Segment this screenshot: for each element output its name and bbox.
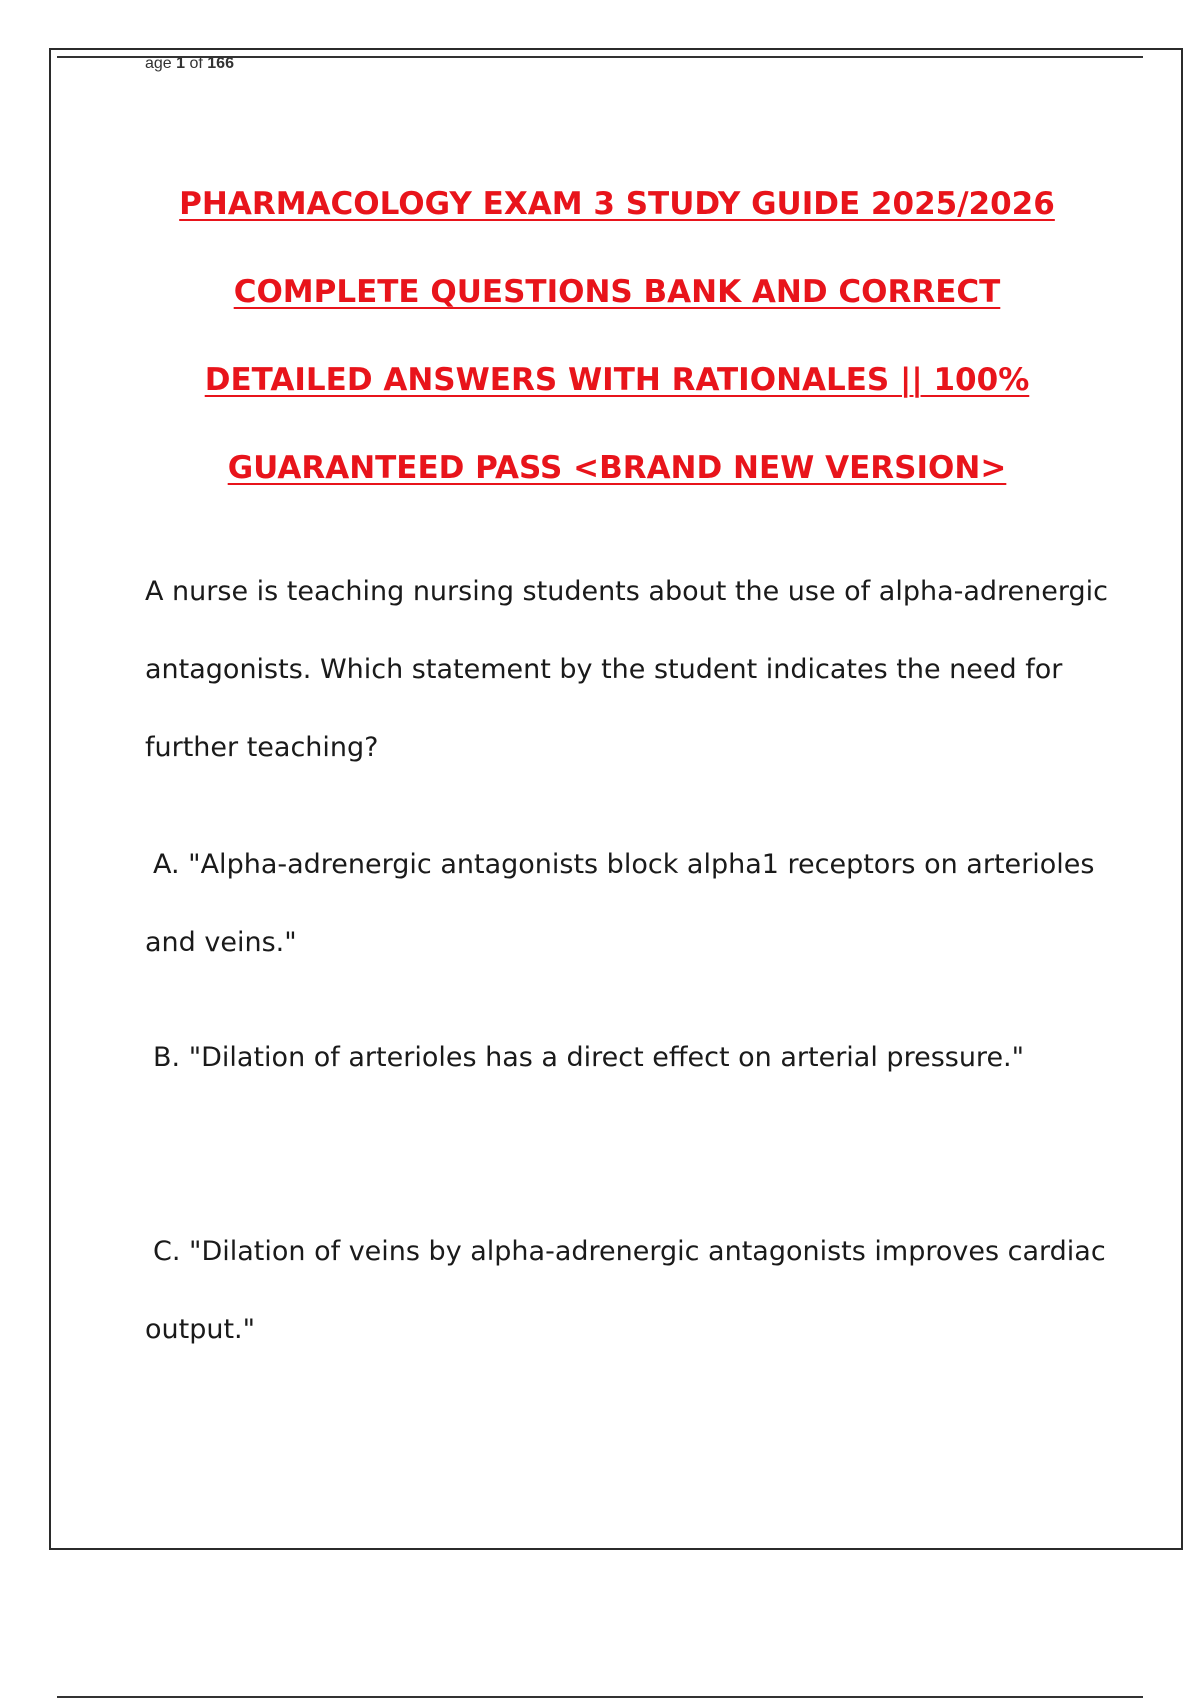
question-stem: A nurse is teaching nursing students about the use of alpha-adrenergic antagonists. Which statement by the student indicates the need for further teaching? [145,576,1108,763]
page-counter [145,55,234,73]
answer-option-b [145,1019,1145,1097]
title-line-4-text: GUARANTEED PASS <BRAND NEW VERSION> [227,450,1007,486]
page-prefix: age [145,55,177,72]
page-total: 166 [207,55,234,72]
option-c-text: "Dilation of veins by alpha-adrenergic antagonists improves cardiac output." [145,1236,1106,1345]
page-current: 1 [176,55,186,72]
document-title [57,180,1177,532]
answer-option-c [145,1213,1145,1369]
title-line-1 [57,180,1177,268]
bottom-rule [57,1696,1143,1698]
title-line-2-text: COMPLETE QUESTIONS BANK AND CORRECT [233,274,1001,310]
option-a-letter: A. [153,849,180,880]
option-a-text: "Alpha-adrenergic antagonists block alpha1 receptors on arterioles and veins." [145,849,1095,958]
title-line-4 [57,444,1177,532]
title-line-3 [57,356,1177,444]
title-line-2 [57,268,1177,356]
page-of: of [185,55,208,72]
title-line-3-text: DETAILED ANSWERS WITH RATIONALES || 100% [204,362,1030,398]
option-b-letter: B. [153,1042,181,1073]
answer-option-a [145,826,1145,982]
option-b-text: "Dilation of arterioles has a direct effect on arterial pressure." [188,1042,1025,1073]
title-line-1-text: PHARMACOLOGY EXAM 3 STUDY GUIDE 2025/2026 [179,186,1055,222]
option-c-letter: C. [153,1236,181,1267]
